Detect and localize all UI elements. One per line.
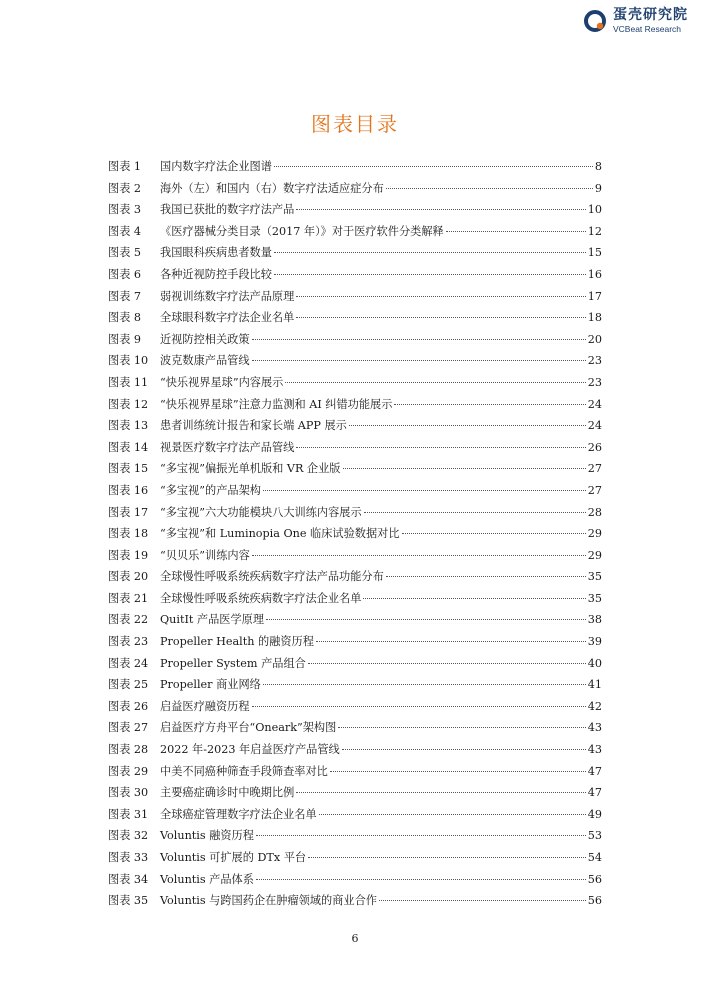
toc-entry-title: 全球癌症管理数字疗法企业名单 bbox=[160, 807, 317, 821]
toc-entry[interactable] bbox=[108, 655, 602, 677]
toc-entry-title: “多宝视”的产品架构 bbox=[160, 483, 261, 497]
toc-entry[interactable] bbox=[108, 460, 602, 482]
toc-entry[interactable] bbox=[108, 504, 602, 526]
toc-entry-label: 图表 26 bbox=[108, 699, 149, 713]
toc-entry[interactable] bbox=[108, 309, 602, 331]
toc-entry-label: 图表 14 bbox=[108, 440, 149, 454]
toc-dot-leader bbox=[386, 188, 593, 189]
toc-dot-leader bbox=[308, 857, 586, 858]
toc-entry-label: 图表 30 bbox=[108, 786, 149, 800]
toc-entry-title: 我国眼科疾病患者数量 bbox=[160, 246, 272, 260]
toc-dot-leader bbox=[330, 771, 586, 772]
toc-entry-page: 56 bbox=[587, 894, 602, 908]
toc-entry-page: 17 bbox=[587, 289, 602, 303]
toc-entry-page: 53 bbox=[587, 829, 602, 843]
toc-entry-page: 47 bbox=[587, 786, 602, 800]
toc-entry-title: “多宝视”偏振光单机版和 VR 企业版 bbox=[160, 462, 341, 476]
toc-entry-page: 9 bbox=[594, 181, 602, 195]
toc-dot-leader bbox=[274, 274, 586, 275]
toc-entry[interactable] bbox=[108, 158, 602, 180]
toc-entry-label: 图表 24 bbox=[108, 656, 149, 670]
toc-entry-title: 启益医疗融资历程 bbox=[160, 699, 250, 713]
toc-entry-label: 图表 18 bbox=[108, 527, 149, 541]
toc-entry-label: 图表 5 bbox=[108, 246, 142, 260]
toc-dot-leader bbox=[394, 404, 585, 405]
toc-entry[interactable] bbox=[108, 784, 602, 806]
toc-dot-leader bbox=[379, 900, 586, 901]
toc-dot-leader bbox=[274, 252, 586, 253]
toc-entry-label: 图表 21 bbox=[108, 591, 149, 605]
toc-entry-title: 全球慢性呼吸系统疾病数字疗法产品功能分布 bbox=[160, 570, 384, 584]
toc-entry-title: Voluntis 与跨国药企在肿瘤领域的商业合作 bbox=[160, 894, 377, 908]
toc-entry[interactable] bbox=[108, 698, 602, 720]
toc-entry[interactable] bbox=[108, 396, 602, 418]
figure-list bbox=[108, 158, 602, 914]
toc-entry-page: 41 bbox=[587, 678, 602, 692]
toc-entry-page: 54 bbox=[587, 851, 602, 864]
toc-entry-page: 40 bbox=[587, 656, 602, 670]
toc-dot-leader bbox=[252, 555, 586, 556]
toc-dot-leader bbox=[263, 684, 586, 685]
toc-entry[interactable] bbox=[108, 374, 602, 396]
toc-entry[interactable] bbox=[108, 611, 602, 633]
toc-entry-label: 图表 23 bbox=[108, 635, 149, 649]
toc-entry-title: 波克数康产品管线 bbox=[160, 354, 250, 368]
toc-entry-page: 56 bbox=[587, 872, 602, 886]
toc-entry-label: 图表 16 bbox=[108, 483, 149, 497]
toc-dot-leader bbox=[342, 749, 586, 750]
toc-entry-title: 患者训练统计报告和家长端 APP 展示 bbox=[160, 419, 347, 433]
toc-entry-label: 图表 25 bbox=[108, 678, 149, 692]
toc-entry-label: 图表 19 bbox=[108, 548, 149, 562]
toc-entry-label: 图表 9 bbox=[108, 332, 142, 346]
toc-entry-title: 启益医疗方舟平台“Oneark”架构图 bbox=[160, 721, 337, 735]
toc-dot-leader bbox=[308, 663, 586, 664]
toc-entry-label: 图表 4 bbox=[108, 224, 142, 238]
toc-dot-leader bbox=[363, 598, 585, 599]
toc-entry[interactable] bbox=[108, 849, 602, 871]
toc-entry-label: 图表 35 bbox=[108, 894, 149, 908]
toc-entry-label: 图表 13 bbox=[108, 419, 149, 433]
toc-entry-label: 图表 15 bbox=[108, 462, 149, 476]
toc-entry-page: 43 bbox=[587, 743, 602, 757]
toc-entry-title: “多宝视”和 Luminopia One 临床试验数据对比 bbox=[160, 527, 400, 541]
toc-entry-title: 《医疗器械分类目录（2017 年）》对于医疗软件分类解释 bbox=[160, 224, 444, 238]
toc-entry-label: 图表 11 bbox=[108, 375, 149, 389]
toc-entry-page: 10 bbox=[587, 203, 602, 217]
toc-entry-page: 23 bbox=[587, 375, 602, 389]
toc-dot-leader bbox=[252, 360, 586, 361]
toc-entry-page: 35 bbox=[587, 591, 602, 605]
toc-dot-leader bbox=[285, 382, 585, 383]
toc-dot-leader bbox=[256, 879, 586, 880]
toc-dot-leader bbox=[266, 619, 586, 620]
toc-dot-leader bbox=[296, 317, 585, 318]
toc-entry-title: “快乐视界星球”内容展示 bbox=[160, 375, 284, 389]
toc-entry-title: 各种近视防控手段比较 bbox=[160, 267, 272, 281]
toc-dot-leader bbox=[256, 835, 586, 836]
toc-entry-title: 全球眼科数字疗法企业名单 bbox=[160, 311, 295, 325]
toc-entry-page: 39 bbox=[587, 635, 602, 649]
toc-entry-label: 图表 6 bbox=[108, 267, 142, 281]
toc-entry-page: 8 bbox=[594, 160, 602, 173]
toc-entry-title: Voluntis 可扩展的 DTx 平台 bbox=[160, 851, 307, 864]
page-number: 6 bbox=[351, 932, 359, 945]
toc-entry-page: 27 bbox=[587, 462, 602, 476]
toc-entry-label: 图表 1 bbox=[108, 160, 142, 173]
toc-entry-label: 图表 34 bbox=[108, 872, 149, 886]
toc-entry-label: 图表 2 bbox=[108, 181, 142, 195]
logo-text bbox=[613, 8, 688, 34]
toc-entry-label: 图表 3 bbox=[108, 203, 142, 217]
vcbeat-logo-icon bbox=[583, 9, 607, 33]
toc-dot-leader bbox=[319, 814, 586, 815]
toc-entry-page: 35 bbox=[587, 570, 602, 584]
toc-entry[interactable] bbox=[108, 806, 602, 828]
toc-entry[interactable] bbox=[108, 331, 602, 353]
toc-entry-title: “快乐视界星球”注意力监测和 AI 纠错功能展示 bbox=[160, 397, 393, 411]
toc-entry-page: 18 bbox=[587, 311, 602, 325]
toc-entry-title: 主要癌症确诊时中晚期比例 bbox=[160, 786, 295, 800]
toc-entry[interactable] bbox=[108, 223, 602, 245]
toc-entry-title: 海外（左）和国内（右）数字疗法适应症分布 bbox=[160, 181, 384, 195]
toc-entry-title: QuitIt 产品医学原理 bbox=[160, 613, 265, 627]
toc-entry-label: 图表 10 bbox=[108, 354, 149, 368]
toc-entry-label: 图表 28 bbox=[108, 743, 149, 757]
toc-dot-leader bbox=[274, 166, 593, 167]
toc-entry-label: 图表 12 bbox=[108, 397, 149, 411]
toc-dot-leader bbox=[316, 641, 586, 642]
toc-entry[interactable] bbox=[108, 201, 602, 223]
toc-entry-title: “贝贝乐”训练内容 bbox=[160, 548, 250, 562]
toc-entry-title: 近视防控相关政策 bbox=[160, 332, 250, 346]
toc-entry-title: Propeller Health 的融资历程 bbox=[160, 635, 314, 649]
toc-entry-page: 26 bbox=[587, 440, 602, 454]
logo-name-en: VCBeat Research bbox=[613, 24, 682, 34]
toc-entry[interactable] bbox=[108, 244, 602, 266]
toc-entry-page: 29 bbox=[587, 527, 602, 541]
toc-dot-leader bbox=[386, 576, 586, 577]
toc-entry[interactable] bbox=[108, 871, 602, 893]
toc-entry-title: 国内数字疗法企业图谱 bbox=[160, 160, 272, 173]
toc-entry-title: 我国已获批的数字疗法产品 bbox=[160, 203, 295, 217]
brand-logo bbox=[583, 8, 688, 34]
toc-entry-title: 视景医疗数字疗法产品管线 bbox=[160, 440, 295, 454]
toc-dot-leader bbox=[252, 706, 586, 707]
toc-entry-page: 38 bbox=[587, 613, 602, 627]
toc-entry-title: Propeller System 产品组合 bbox=[160, 656, 306, 670]
toc-entry[interactable] bbox=[108, 676, 602, 698]
toc-entry-label: 图表 31 bbox=[108, 807, 149, 821]
toc-dot-leader bbox=[296, 296, 585, 297]
toc-entry-title: 全球慢性呼吸系统疾病数字疗法企业名单 bbox=[160, 591, 362, 605]
toc-entry-title: Propeller 商业网络 bbox=[160, 678, 261, 692]
toc-entry-title: “多宝视”六大功能模块八大训练内容展示 bbox=[160, 505, 362, 519]
toc-entry-title: 2022 年-2023 年启益医疗产品管线 bbox=[160, 743, 340, 757]
toc-entry-page: 20 bbox=[587, 332, 602, 346]
toc-dot-leader bbox=[296, 209, 585, 210]
toc-entry[interactable] bbox=[108, 892, 602, 914]
toc-entry[interactable] bbox=[108, 827, 602, 849]
toc-entry[interactable] bbox=[108, 417, 602, 439]
toc-dot-leader bbox=[349, 425, 586, 426]
toc-entry-title: Voluntis 产品体系 bbox=[160, 872, 254, 886]
toc-dot-leader bbox=[338, 727, 585, 728]
toc-entry[interactable] bbox=[108, 482, 602, 504]
toc-entry[interactable] bbox=[108, 288, 602, 310]
toc-entry-label: 图表 20 bbox=[108, 570, 149, 584]
toc-entry[interactable] bbox=[108, 590, 602, 612]
toc-entry[interactable] bbox=[108, 547, 602, 569]
toc-entry[interactable] bbox=[108, 180, 602, 202]
toc-entry-page: 12 bbox=[587, 224, 602, 238]
toc-entry-page: 24 bbox=[587, 397, 602, 411]
toc-dot-leader bbox=[296, 447, 585, 448]
toc-entry[interactable] bbox=[108, 763, 602, 785]
toc-entry-label: 图表 32 bbox=[108, 829, 149, 843]
toc-entry-page: 28 bbox=[587, 505, 602, 519]
toc-dot-leader bbox=[252, 339, 586, 340]
toc-entry-label: 图表 7 bbox=[108, 289, 142, 303]
toc-entry-page: 43 bbox=[587, 721, 602, 735]
toc-dot-leader bbox=[446, 231, 586, 232]
toc-dot-leader bbox=[364, 512, 586, 513]
toc-entry[interactable] bbox=[108, 439, 602, 461]
toc-entry-title: 中美不同癌种筛查手段筛查率对比 bbox=[160, 764, 328, 778]
toc-entry-label: 图表 29 bbox=[108, 764, 149, 778]
toc-entry[interactable] bbox=[108, 741, 602, 763]
toc-entry-page: 27 bbox=[587, 483, 602, 497]
toc-entry-label: 图表 27 bbox=[108, 721, 149, 735]
toc-entry[interactable] bbox=[108, 525, 602, 547]
toc-entry-page: 15 bbox=[587, 246, 602, 260]
toc-entry-title: 弱视训练数字疗法产品原理 bbox=[160, 289, 295, 303]
toc-dot-leader bbox=[263, 490, 586, 491]
toc-entry-page: 47 bbox=[587, 764, 602, 778]
toc-entry-page: 23 bbox=[587, 354, 602, 368]
toc-entry-page: 24 bbox=[587, 419, 602, 433]
toc-dot-leader bbox=[343, 468, 586, 469]
toc-entry[interactable] bbox=[108, 568, 602, 590]
toc-entry-label: 图表 22 bbox=[108, 613, 149, 627]
toc-entry-label: 图表 33 bbox=[108, 851, 149, 864]
page-title: 图表目录 bbox=[311, 112, 399, 136]
toc-entry-title: Voluntis 融资历程 bbox=[160, 829, 254, 843]
toc-entry[interactable] bbox=[108, 719, 602, 741]
toc-entry-page: 42 bbox=[587, 699, 602, 713]
logo-name-cn: 蛋壳研究院 bbox=[613, 7, 688, 23]
toc-dot-leader bbox=[296, 792, 585, 793]
toc-entry[interactable] bbox=[108, 266, 602, 288]
toc-entry-page: 49 bbox=[587, 807, 602, 821]
toc-entry[interactable] bbox=[108, 633, 602, 655]
toc-dot-leader bbox=[402, 533, 586, 534]
toc-entry-label: 图表 17 bbox=[108, 505, 149, 519]
toc-entry-page: 16 bbox=[587, 267, 602, 281]
toc-entry-label: 图表 8 bbox=[108, 311, 142, 325]
toc-entry-page: 29 bbox=[587, 548, 602, 562]
toc-entry[interactable] bbox=[108, 352, 602, 374]
